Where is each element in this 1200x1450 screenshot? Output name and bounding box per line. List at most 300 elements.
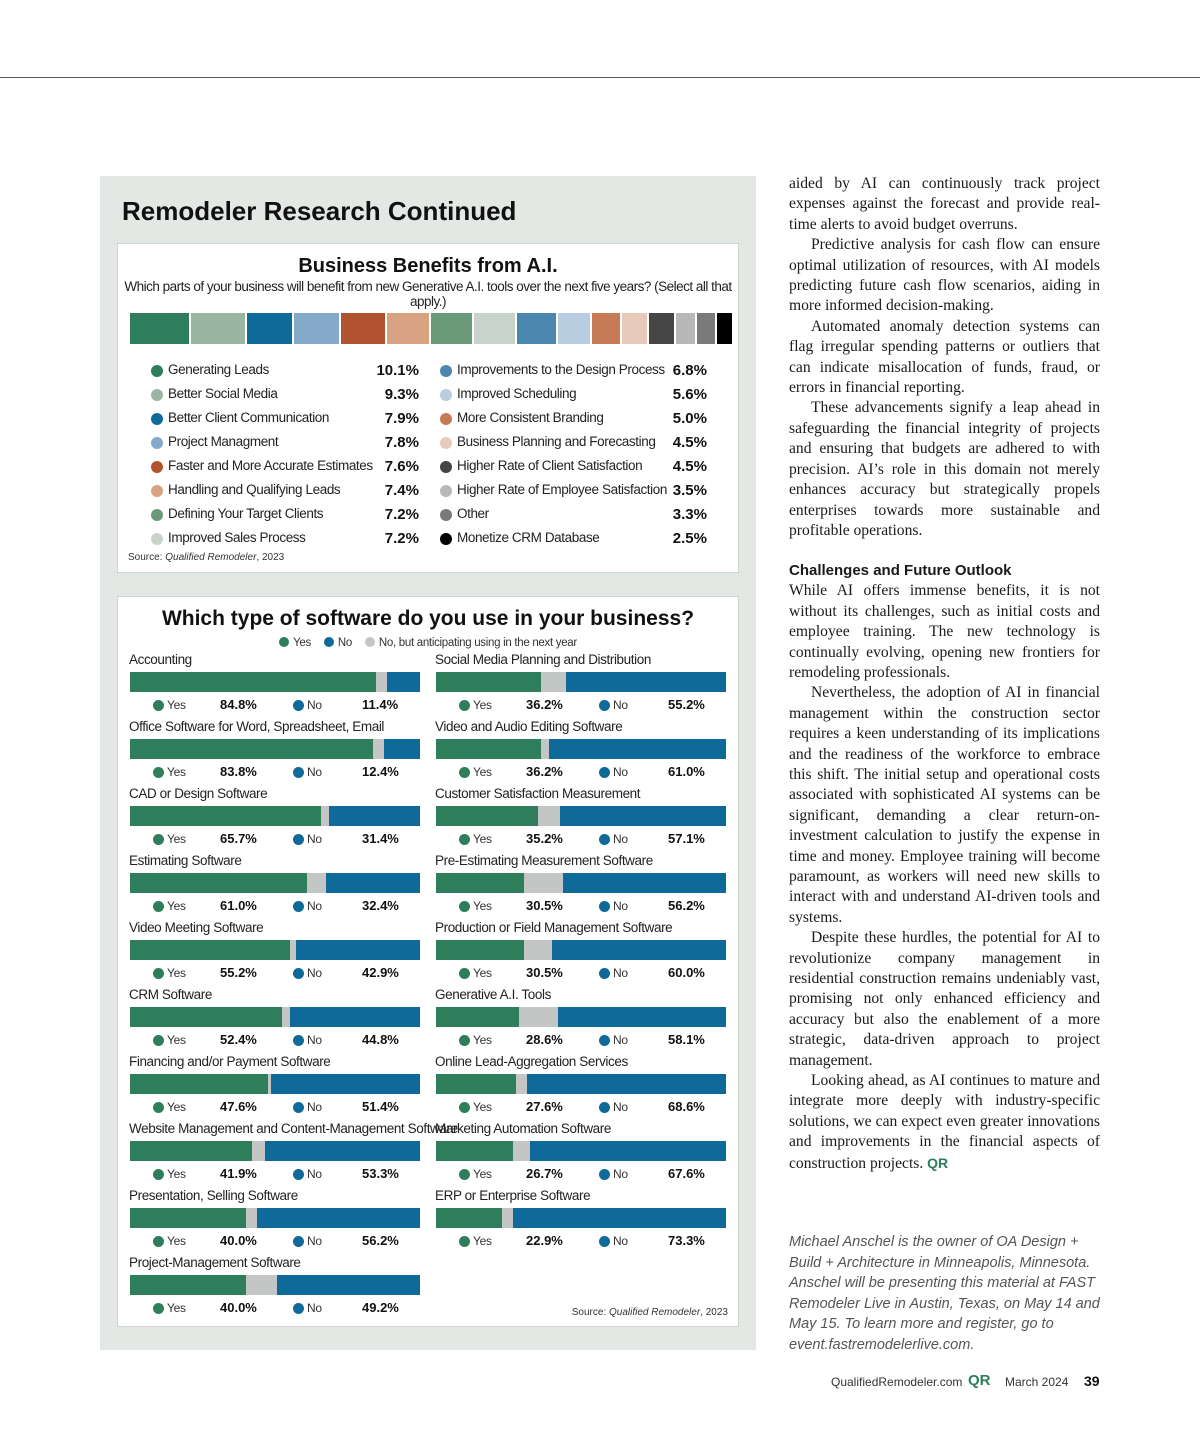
- no-segment: [326, 873, 420, 893]
- legend-anticipating-dot: [365, 637, 375, 647]
- benefit-label: Faster and More Accurate Estimates: [168, 458, 373, 473]
- software-values: [435, 1099, 727, 1117]
- benefit-legend-item: [440, 456, 707, 480]
- yes-dot-icon: [459, 1035, 470, 1046]
- benefit-label: Higher Rate of Client Satisfaction: [457, 458, 643, 473]
- no-label: No: [613, 1167, 628, 1181]
- benefit-segment: [592, 313, 622, 344]
- yes-dot-icon: [459, 901, 470, 912]
- benefit-label: Defining Your Target Clients: [168, 506, 324, 521]
- benefit-value: 7.6%: [384, 458, 419, 475]
- software-values: [435, 764, 727, 782]
- benefits-title: Business Benefits from A.I.: [298, 255, 558, 277]
- software-label: ERP or Enterprise Software: [435, 1188, 591, 1203]
- yes-segment: [436, 873, 524, 893]
- yes-segment: [436, 1141, 513, 1161]
- software-stacked-bar: [436, 1141, 726, 1161]
- yes-label: Yes: [473, 966, 492, 980]
- no-label: No: [613, 966, 628, 980]
- benefit-label: Project Managment: [168, 434, 279, 449]
- no-value: 61.0%: [668, 764, 705, 779]
- benefit-segment: [294, 313, 341, 344]
- yes-dot-icon: [153, 1236, 164, 1247]
- yes-label: Yes: [473, 765, 492, 779]
- benefit-legend-item: [151, 480, 419, 504]
- benefit-legend-item: [440, 504, 707, 528]
- software-label: Estimating Software: [129, 853, 242, 868]
- footer-logo: QR: [968, 1372, 991, 1389]
- legend-no: No: [324, 637, 352, 649]
- software-bar-item: [435, 719, 727, 786]
- legend-dot-icon: [440, 413, 452, 425]
- benefit-label: Improved Scheduling: [457, 386, 577, 401]
- benefit-segment: [431, 313, 474, 344]
- no-value: 11.4%: [362, 697, 399, 712]
- software-title: Which type of software do you use in your business?: [161, 607, 695, 630]
- software-card: [117, 596, 739, 1327]
- benefit-value: 4.5%: [672, 434, 707, 451]
- yes-segment: [130, 873, 307, 893]
- software-label: Online Lead-Aggregation Services: [435, 1054, 628, 1069]
- yes-dot-icon: [153, 1102, 164, 1113]
- software-label: Video Meeting Software: [129, 920, 264, 935]
- no-value: 60.0%: [668, 965, 705, 980]
- yes-label: Yes: [473, 1100, 492, 1114]
- yes-segment: [436, 1074, 516, 1094]
- legend-no-dot: [324, 637, 334, 647]
- software-label: Project-Management Software: [129, 1255, 301, 1270]
- software-stacked-bar: [130, 806, 420, 826]
- software-label: CRM Software: [129, 987, 212, 1002]
- software-label: Production or Field Management Software: [435, 920, 673, 935]
- software-bar-item: [129, 920, 421, 987]
- yes-value: 30.5%: [526, 898, 563, 913]
- software-bar-item: [435, 920, 727, 987]
- yes-dot-icon: [459, 968, 470, 979]
- no-value: 56.2%: [668, 898, 705, 913]
- section-heading: Challenges and Future Outlook: [789, 562, 1012, 580]
- no-segment: [387, 672, 420, 692]
- benefit-legend-item: [151, 360, 419, 384]
- no-label: No: [613, 899, 628, 913]
- no-dot-icon: [293, 1169, 304, 1180]
- no-label: No: [307, 1033, 322, 1047]
- benefit-legend-item: [440, 360, 707, 384]
- no-dot-icon: [599, 968, 610, 979]
- anticipating-segment: [519, 1007, 558, 1027]
- yes-dot-icon: [153, 700, 164, 711]
- software-label: Accounting: [129, 652, 192, 667]
- yes-dot-icon: [153, 901, 164, 912]
- no-dot-icon: [599, 1035, 610, 1046]
- software-label: Website Management and Content-Management Software: [129, 1121, 458, 1136]
- no-dot-icon: [293, 1236, 304, 1247]
- software-stacked-bar: [130, 1141, 420, 1161]
- no-dot-icon: [293, 767, 304, 778]
- no-value: 55.2%: [668, 697, 705, 712]
- software-values: [129, 898, 421, 916]
- yes-segment: [130, 1275, 246, 1295]
- no-label: No: [307, 832, 322, 846]
- no-value: 32.4%: [362, 898, 399, 913]
- benefit-segment: [247, 313, 294, 344]
- benefit-value: 4.5%: [672, 458, 707, 475]
- benefit-segment: [676, 313, 697, 344]
- benefit-segment: [191, 313, 247, 344]
- no-value: 57.1%: [668, 831, 705, 846]
- no-dot-icon: [293, 1035, 304, 1046]
- yes-value: 26.7%: [526, 1166, 563, 1181]
- panel-title: Remodeler Research Continued: [122, 196, 517, 226]
- benefit-value: 9.3%: [384, 386, 419, 403]
- yes-dot-icon: [153, 834, 164, 845]
- no-segment: [257, 1208, 420, 1228]
- yes-segment: [436, 739, 541, 759]
- yes-dot-icon: [153, 1303, 164, 1314]
- yes-value: 40.0%: [220, 1233, 257, 1248]
- no-value: 12.4%: [362, 764, 399, 779]
- no-value: 58.1%: [668, 1032, 705, 1047]
- benefit-value: 3.3%: [672, 506, 707, 523]
- software-values: [129, 1300, 421, 1318]
- benefits-stacked-bar: [130, 313, 732, 344]
- benefit-label: Generating Leads: [168, 362, 269, 377]
- benefit-label: Other: [457, 506, 489, 521]
- software-label: Marketing Automation Software: [435, 1121, 611, 1136]
- software-stacked-bar: [130, 1208, 420, 1228]
- anticipating-segment: [321, 806, 329, 826]
- no-label: No: [307, 1100, 322, 1114]
- yes-label: Yes: [167, 1301, 186, 1315]
- yes-segment: [130, 806, 321, 826]
- software-bar-item: [435, 652, 727, 719]
- no-segment: [527, 1074, 726, 1094]
- yes-value: 28.6%: [526, 1032, 563, 1047]
- yes-dot-icon: [459, 834, 470, 845]
- yes-label: Yes: [167, 1167, 186, 1181]
- legend-anticipating: No, but anticipating using in the next year: [365, 637, 577, 649]
- legend-dot-icon: [151, 461, 163, 473]
- anticipating-segment: [513, 1141, 530, 1161]
- benefit-label: Higher Rate of Employee Satisfaction: [457, 482, 667, 497]
- footer-date: March 2024: [1005, 1375, 1069, 1389]
- article-column: [789, 174, 1100, 1174]
- software-values: [129, 1233, 421, 1251]
- software-source: Source: Qualified Remodeler, 2023: [571, 1307, 728, 1318]
- anticipating-segment: [541, 672, 566, 692]
- software-label: Customer Satisfaction Measurement: [435, 786, 641, 801]
- legend-dot-icon: [440, 365, 452, 377]
- legend-dot-icon: [440, 509, 452, 521]
- software-label: Financing and/or Payment Software: [129, 1054, 331, 1069]
- author-bio: Michael Anschel is the owner of OA Design + Build + Architecture in Minneapolis, Minnesota. Anschel will be presenting this material at FAST Remodeler Live in Austin, Texas, on May 14 and May 15. To learn more and register, go to event.fastremodelerlive.com.: [789, 1234, 1100, 1353]
- yes-value: 35.2%: [526, 831, 563, 846]
- software-stacked-bar: [130, 873, 420, 893]
- yes-label: Yes: [473, 832, 492, 846]
- no-dot-icon: [293, 1303, 304, 1314]
- no-segment: [549, 739, 726, 759]
- no-label: No: [613, 765, 628, 779]
- no-label: No: [307, 1301, 322, 1315]
- benefit-label: Improvements to the Design Process: [457, 362, 665, 377]
- benefit-value: 7.4%: [384, 482, 419, 499]
- software-stacked-bar: [436, 1007, 726, 1027]
- yes-segment: [130, 1007, 282, 1027]
- software-values: [129, 1032, 421, 1050]
- no-dot-icon: [293, 968, 304, 979]
- legend-dot-icon: [151, 437, 163, 449]
- yes-segment: [130, 1074, 268, 1094]
- software-bar-item: [129, 1188, 421, 1255]
- anticipating-segment: [252, 1141, 266, 1161]
- software-values: [129, 965, 421, 983]
- yes-value: 65.7%: [220, 831, 257, 846]
- software-values: [129, 697, 421, 715]
- benefit-segment: [717, 313, 732, 344]
- no-segment: [558, 1007, 726, 1027]
- benefit-value: 5.6%: [672, 386, 707, 403]
- benefit-value: 7.2%: [384, 506, 419, 523]
- benefit-segment: [474, 313, 517, 344]
- qr-end-mark: QR: [927, 1154, 949, 1171]
- software-values: [129, 1166, 421, 1184]
- yes-value: 27.6%: [526, 1099, 563, 1114]
- benefit-segment: [130, 313, 191, 344]
- yes-label: Yes: [473, 1033, 492, 1047]
- research-panel: [100, 176, 756, 1350]
- yes-value: 61.0%: [220, 898, 257, 913]
- legend-dot-icon: [440, 437, 452, 449]
- legend-dot-icon: [440, 485, 452, 497]
- no-label: No: [307, 1167, 322, 1181]
- no-label: No: [613, 698, 628, 712]
- article-paragraph: These advancements signify a leap ahead in safeguarding the financial integrity of projects and ensuring that budgets are adhered to with precision. AI’s role in this domain not merely enhances accuracy but strategically propels enterprises towards more sustainable and profitable operations.: [789, 399, 1100, 539]
- software-stacked-bar: [130, 1074, 420, 1094]
- yes-segment: [436, 1208, 502, 1228]
- no-segment: [560, 806, 726, 826]
- yes-label: Yes: [473, 899, 492, 913]
- yes-segment: [130, 1208, 246, 1228]
- benefit-segment: [387, 313, 431, 344]
- benefit-label: Handling and Qualifying Leads: [168, 482, 341, 497]
- benefit-segment: [341, 313, 387, 344]
- yes-value: 84.8%: [220, 697, 257, 712]
- yes-value: 83.8%: [220, 764, 257, 779]
- yes-value: 41.9%: [220, 1166, 257, 1181]
- no-dot-icon: [293, 700, 304, 711]
- no-dot-icon: [599, 834, 610, 845]
- yes-label: Yes: [167, 698, 186, 712]
- software-stacked-bar: [436, 1208, 726, 1228]
- software-bar-item: [129, 1121, 458, 1188]
- benefits-legend-left: [151, 360, 419, 552]
- software-values: [435, 898, 727, 916]
- yes-segment: [130, 1141, 252, 1161]
- anticipating-segment: [524, 940, 552, 960]
- no-dot-icon: [599, 1169, 610, 1180]
- anticipating-segment: [541, 739, 549, 759]
- benefit-segment: [649, 313, 676, 344]
- yes-label: Yes: [473, 1167, 492, 1181]
- yes-value: 40.0%: [220, 1300, 257, 1315]
- anticipating-segment: [376, 672, 387, 692]
- yes-segment: [130, 940, 290, 960]
- benefit-legend-item: [151, 456, 419, 480]
- benefit-segment: [622, 313, 649, 344]
- software-label: Social Media Planning and Distribution: [435, 652, 651, 667]
- yes-segment: [436, 806, 538, 826]
- benefit-value: 7.2%: [384, 530, 419, 547]
- benefit-value: 7.8%: [384, 434, 419, 451]
- no-label: No: [613, 832, 628, 846]
- anticipating-segment: [516, 1074, 527, 1094]
- legend-dot-icon: [151, 533, 163, 545]
- software-stacked-bar: [130, 1275, 420, 1295]
- benefits-legend-right: [440, 360, 707, 552]
- benefit-segment: [558, 313, 592, 344]
- article-paragraph: Nevertheless, the adoption of AI in financial management within the construction sector requires a keen understanding of its implications and the readiness of the workforce to embrace this shift. The initial setup and operational costs associated with sophisticated AI systems can be significant, demanding a clear return-on-investment calculation to justify the expense in time and money. Employee training will become paramount, as workers will need new skills to interact with and understand AI-driven tools and systems.: [789, 684, 1100, 926]
- anticipating-segment: [373, 739, 384, 759]
- yes-segment: [130, 739, 373, 759]
- yes-label: Yes: [167, 1033, 186, 1047]
- benefit-value: 7.9%: [384, 410, 419, 427]
- software-label: Generative A.I. Tools: [435, 987, 551, 1002]
- benefit-legend-item: [151, 504, 419, 528]
- software-stacked-bar: [436, 739, 726, 759]
- article-paragraph: Despite these hurdles, the potential for AI to revolutionize company management in residential construction remains undeniably vast, promising not only enhanced efficiency and accuracy but also the enablement of a more strategic, data-driven approach to project management.: [789, 929, 1100, 1069]
- legend-dot-icon: [440, 533, 452, 545]
- yes-label: Yes: [167, 899, 186, 913]
- no-dot-icon: [599, 1102, 610, 1113]
- no-segment: [566, 672, 726, 692]
- benefit-value: 5.0%: [672, 410, 707, 427]
- no-segment: [563, 873, 726, 893]
- yes-segment: [130, 672, 376, 692]
- yes-dot-icon: [153, 1169, 164, 1180]
- legend-dot-icon: [440, 389, 452, 401]
- no-label: No: [613, 1033, 628, 1047]
- software-values: [435, 1233, 727, 1251]
- yes-label: Yes: [473, 1234, 492, 1248]
- no-label: No: [307, 1234, 322, 1248]
- no-segment: [552, 940, 726, 960]
- no-label: No: [613, 1234, 628, 1248]
- yes-segment: [436, 940, 524, 960]
- anticipating-segment: [538, 806, 560, 826]
- no-segment: [271, 1074, 420, 1094]
- yes-segment: [436, 1007, 519, 1027]
- yes-label: Yes: [473, 698, 492, 712]
- anticipating-segment: [524, 873, 563, 893]
- benefit-segment: [517, 313, 558, 344]
- benefit-label: Improved Sales Process: [168, 530, 306, 545]
- no-dot-icon: [599, 767, 610, 778]
- yes-label: Yes: [167, 832, 186, 846]
- software-stacked-bar: [436, 1074, 726, 1094]
- software-values: [435, 1032, 727, 1050]
- software-bar-item: [129, 853, 421, 920]
- benefits-card: [117, 243, 739, 573]
- software-values: [435, 965, 727, 983]
- software-bar-item: [129, 1255, 421, 1322]
- benefit-label: Monetize CRM Database: [457, 530, 600, 545]
- software-values: [435, 831, 727, 849]
- benefit-legend-item: [151, 528, 419, 552]
- no-label: No: [307, 698, 322, 712]
- legend-yes: Yes: [279, 637, 311, 649]
- anticipating-segment: [307, 873, 326, 893]
- benefit-legend-item: [440, 384, 707, 408]
- benefit-legend-item: [440, 408, 707, 432]
- benefit-segment: [697, 313, 717, 344]
- software-bar-item: [129, 987, 421, 1054]
- yes-value: 30.5%: [526, 965, 563, 980]
- benefit-label: Better Social Media: [168, 386, 278, 401]
- page-number: 39: [1084, 1373, 1100, 1389]
- yes-label: Yes: [167, 765, 186, 779]
- benefits-subtitle: Which parts of your business will benefit from new Generative A.I. tools over the next five years? (Select all that apply.): [124, 279, 732, 309]
- no-dot-icon: [293, 834, 304, 845]
- no-value: 53.3%: [362, 1166, 399, 1181]
- no-dot-icon: [599, 901, 610, 912]
- yes-dot-icon: [459, 700, 470, 711]
- article-paragraph: Automated anomaly detection systems can flag irregular spending patterns or outliers that can indicate misallocation of funds, fraud, or errors in financial reporting.: [789, 317, 1100, 397]
- no-dot-icon: [599, 700, 610, 711]
- no-value: 31.4%: [362, 831, 399, 846]
- software-bar-item: [129, 719, 421, 786]
- anticipating-segment: [246, 1208, 257, 1228]
- benefit-label: Better Client Communication: [168, 410, 330, 425]
- no-segment: [329, 806, 420, 826]
- top-rule: [0, 77, 1200, 78]
- article-paragraph-last: Looking ahead, as AI continues to mature and integrate more deeply with industry-specific solutions, we can expect even greater innovations and improvements in the financial aspects of construction projects. QR: [789, 1072, 1100, 1172]
- benefit-value: 2.5%: [672, 530, 707, 547]
- benefit-legend-item: [440, 432, 707, 456]
- software-label: Video and Audio Editing Software: [435, 719, 623, 734]
- yes-value: 47.6%: [220, 1099, 257, 1114]
- benefit-label: More Consistent Branding: [457, 410, 604, 425]
- software-values: [129, 831, 421, 849]
- software-bar-item: [435, 1054, 727, 1121]
- benefit-legend-item: [440, 528, 707, 552]
- software-stacked-bar: [436, 806, 726, 826]
- yes-segment: [436, 672, 541, 692]
- benefit-legend-item: [151, 384, 419, 408]
- software-stacked-bar: [130, 940, 420, 960]
- yes-value: 36.2%: [526, 697, 563, 712]
- no-segment: [290, 1007, 420, 1027]
- no-value: 67.6%: [668, 1166, 705, 1181]
- software-bar-item: [435, 987, 727, 1054]
- software-label: Office Software for Word, Spreadsheet, Email: [129, 719, 385, 734]
- software-bar-item: [129, 1054, 421, 1121]
- benefit-legend-item: [151, 432, 419, 456]
- article-paragraph: While AI offers immense benefits, it is not without its challenges, such as initial costs and employee training. The new technology is continually evolving, opening new frontiers for remodeling professionals.: [789, 582, 1100, 681]
- legend-dot-icon: [151, 485, 163, 497]
- no-value: 42.9%: [362, 965, 399, 980]
- yes-label: Yes: [167, 966, 186, 980]
- benefit-value: 10.1%: [376, 362, 419, 379]
- no-value: 44.8%: [362, 1032, 399, 1047]
- software-values: [129, 1099, 421, 1117]
- no-value: 49.2%: [362, 1300, 399, 1315]
- legend-dot-icon: [151, 365, 163, 377]
- yes-dot-icon: [153, 1035, 164, 1046]
- yes-dot-icon: [153, 968, 164, 979]
- software-label: Presentation, Selling Software: [129, 1188, 298, 1203]
- yes-dot-icon: [459, 1236, 470, 1247]
- software-bar-item: [129, 652, 421, 719]
